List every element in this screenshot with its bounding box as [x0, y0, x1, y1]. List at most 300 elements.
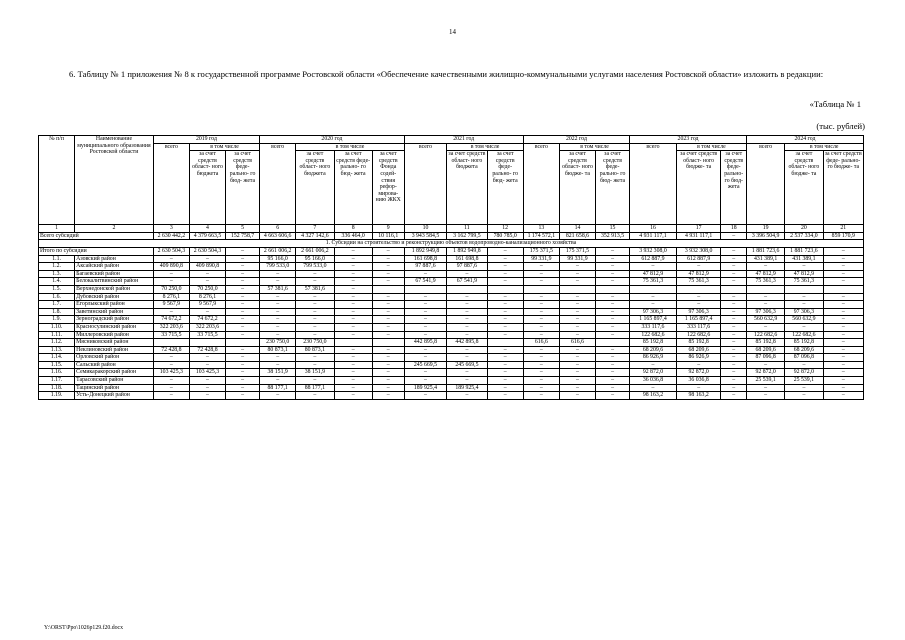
value-cell: 10 116,1	[372, 232, 404, 240]
value-cell: –	[676, 301, 721, 309]
header-federal-2024: за счет средств феде- рально- го бюдже- та	[823, 151, 863, 225]
file-path-footer: Y:\ORST\Ppo\1026p129.f20.docx	[44, 625, 124, 631]
value-cell: –	[334, 354, 372, 362]
value-cell: –	[823, 255, 863, 263]
value-cell: –	[372, 369, 404, 377]
value-cell: 25 539,1	[785, 377, 823, 385]
header-total-2023: всего	[630, 143, 677, 225]
value-cell: –	[721, 384, 747, 392]
value-cell: –	[721, 247, 747, 255]
value-cell: 103 425,3	[189, 369, 225, 377]
value-cell: –	[260, 301, 296, 309]
value-cell: –	[559, 293, 595, 301]
value-cell: 33 715,5	[153, 331, 189, 339]
value-cell: –	[487, 263, 523, 271]
value-cell: –	[226, 392, 260, 400]
units-label: (тыс. рублей)	[816, 121, 865, 131]
value-cell: –	[596, 369, 630, 377]
value-cell: 38 151,9	[260, 369, 296, 377]
row-number: 1.7.	[39, 301, 75, 309]
value-cell: 98 163,2	[676, 392, 721, 400]
value-cell	[487, 285, 523, 293]
value-cell: –	[372, 323, 404, 331]
column-number: 9	[372, 225, 404, 233]
section-heading-row	[39, 240, 864, 248]
value-cell: –	[747, 384, 785, 392]
header-year-2022: 2022 год	[523, 136, 629, 144]
value-cell: –	[189, 278, 225, 286]
value-cell: 1 892 949,8	[404, 247, 447, 255]
value-cell: 336 464,0	[334, 232, 372, 240]
value-cell: –	[523, 301, 559, 309]
value-cell: –	[487, 293, 523, 301]
value-cell: –	[226, 331, 260, 339]
value-cell: –	[226, 247, 260, 255]
value-cell: 3 943 584,5	[404, 232, 447, 240]
value-cell: –	[189, 255, 225, 263]
value-cell: 8 276,1	[153, 293, 189, 301]
value-cell: –	[260, 316, 296, 324]
value-cell: 3 396 504,9	[747, 232, 785, 240]
value-cell: –	[153, 278, 189, 286]
value-cell: –	[153, 255, 189, 263]
value-cell: –	[372, 308, 404, 316]
value-cell: –	[189, 354, 225, 362]
value-cell: –	[630, 293, 677, 301]
value-cell: –	[596, 354, 630, 362]
value-cell: –	[721, 361, 747, 369]
header-year-2021: 2021 год	[404, 136, 523, 144]
value-cell: 97 306,3	[630, 308, 677, 316]
value-cell: –	[721, 278, 747, 286]
district-name: Мясниковский район	[75, 339, 154, 347]
value-cell: –	[785, 384, 823, 392]
value-cell	[559, 285, 595, 293]
value-cell: –	[785, 323, 823, 331]
value-cell: –	[296, 331, 334, 339]
value-cell: –	[334, 301, 372, 309]
column-number: 5	[226, 225, 260, 233]
value-cell: –	[334, 270, 372, 278]
value-cell: –	[334, 331, 372, 339]
header-regional-2024: за счет средств област- ного бюдже- та	[785, 151, 823, 225]
value-cell: –	[596, 384, 630, 392]
value-cell: 616,6	[523, 339, 559, 347]
value-cell: –	[630, 361, 677, 369]
value-cell: –	[823, 361, 863, 369]
value-cell	[226, 339, 260, 347]
column-number: 14	[559, 225, 595, 233]
table-row	[39, 377, 864, 385]
column-number: 17	[676, 225, 721, 233]
value-cell: –	[721, 354, 747, 362]
value-cell: –	[747, 293, 785, 301]
value-cell: 152 758,7	[226, 232, 260, 240]
district-rows	[39, 255, 864, 399]
value-cell: –	[226, 278, 260, 286]
value-cell: –	[404, 392, 447, 400]
value-cell: 3 162 799,5	[447, 232, 487, 240]
value-cell: –	[447, 369, 487, 377]
value-cell: 68 209,6	[747, 346, 785, 354]
row-number: 1.3.	[39, 270, 75, 278]
value-cell: –	[372, 301, 404, 309]
value-cell: –	[721, 369, 747, 377]
value-cell: 75 361,3	[747, 278, 785, 286]
value-cell: –	[447, 392, 487, 400]
table-row	[39, 361, 864, 369]
value-cell: –	[153, 308, 189, 316]
value-cell: 3 932 308,0	[630, 247, 677, 255]
value-cell: –	[260, 323, 296, 331]
table-row	[39, 293, 864, 301]
district-name: Орловский район	[75, 354, 154, 362]
district-name: Аксайский район	[75, 263, 154, 271]
value-cell: 57 381,6	[296, 285, 334, 293]
header-total-2020: всего	[260, 143, 296, 225]
header-year-2023: 2023 год	[630, 136, 747, 144]
value-cell: –	[823, 339, 863, 347]
value-cell: –	[372, 293, 404, 301]
value-cell: –	[721, 263, 747, 271]
value-cell: –	[226, 369, 260, 377]
value-cell: –	[334, 346, 372, 354]
value-cell: –	[260, 270, 296, 278]
value-cell: 99 331,9	[559, 255, 595, 263]
value-cell: –	[334, 369, 372, 377]
value-cell: 97 887,6	[404, 263, 447, 271]
value-cell: –	[747, 392, 785, 400]
value-cell: –	[823, 392, 863, 400]
header-regional-2019: за счет средств област- ного бюджета	[189, 151, 225, 225]
value-cell: –	[721, 301, 747, 309]
header-regional-2023: за счет средств област- ного бюдже- та	[676, 151, 721, 225]
value-cell: 2 661 006,2	[296, 247, 334, 255]
value-cell	[334, 339, 372, 347]
table-row	[39, 331, 864, 339]
row-number: 1.16.	[39, 369, 75, 377]
value-cell: –	[296, 354, 334, 362]
value-cell: 97 306,3	[785, 308, 823, 316]
value-cell: –	[404, 301, 447, 309]
row-number: 1.17.	[39, 377, 75, 385]
value-cell: –	[823, 377, 863, 385]
value-cell	[785, 285, 823, 293]
table-row	[39, 369, 864, 377]
value-cell: –	[747, 263, 785, 271]
value-cell: –	[823, 346, 863, 354]
row-number: 1.5.	[39, 285, 75, 293]
value-cell: –	[334, 384, 372, 392]
value-cell: –	[447, 316, 487, 324]
value-cell: –	[296, 316, 334, 324]
value-cell: –	[523, 354, 559, 362]
value-cell: 72 428,8	[189, 346, 225, 354]
value-cell: –	[226, 361, 260, 369]
district-name: Багаевский район	[75, 270, 154, 278]
value-cell: 322 203,6	[153, 323, 189, 331]
value-cell: –	[559, 316, 595, 324]
value-cell: –	[296, 323, 334, 331]
value-cell: –	[559, 278, 595, 286]
value-cell	[372, 285, 404, 293]
value-cell: 88 177,1	[260, 384, 296, 392]
header-year-2020: 2020 год	[260, 136, 405, 144]
column-number: 4	[189, 225, 225, 233]
value-cell: –	[372, 263, 404, 271]
value-cell: 3 932 308,0	[676, 247, 721, 255]
value-cell: 4 931 117,1	[676, 232, 721, 240]
table-row	[39, 354, 864, 362]
value-cell: 612 887,9	[630, 255, 677, 263]
district-name: Тарасовский район	[75, 377, 154, 385]
value-cell: –	[226, 255, 260, 263]
value-cell: –	[785, 301, 823, 309]
value-cell	[153, 339, 189, 347]
value-cell: –	[747, 361, 785, 369]
value-cell: 431 389,1	[785, 255, 823, 263]
value-cell: –	[447, 323, 487, 331]
value-cell: –	[447, 308, 487, 316]
table-row	[39, 323, 864, 331]
value-cell	[189, 339, 225, 347]
row-number: 1.1.	[39, 255, 75, 263]
value-cell: –	[559, 331, 595, 339]
value-cell: 92 872,0	[785, 369, 823, 377]
value-cell: –	[559, 361, 595, 369]
value-cell: 47 812,9	[630, 270, 677, 278]
value-cell: 175 371,5	[559, 247, 595, 255]
value-cell: –	[721, 331, 747, 339]
header-federal-2022: за счет средств феде- рально- го бюд- жета	[596, 151, 630, 225]
column-number: 12	[487, 225, 523, 233]
intro-paragraph: 6. Таблицу № 1 приложения № 8 к государственной программе Ростовской области «Обеспечение качественными жилищно-коммунальными услугами населения Ростовской области» изложить в редакции:	[69, 69, 824, 79]
value-cell: –	[721, 339, 747, 347]
value-cell: –	[523, 316, 559, 324]
value-cell: –	[226, 346, 260, 354]
value-cell: –	[372, 361, 404, 369]
value-cell: –	[372, 255, 404, 263]
value-cell	[721, 285, 747, 293]
value-cell: –	[523, 293, 559, 301]
value-cell: –	[487, 377, 523, 385]
value-cell: 85 192,8	[630, 339, 677, 347]
column-number: 1	[39, 225, 75, 233]
value-cell: –	[785, 263, 823, 271]
value-cell: –	[226, 354, 260, 362]
value-cell: 245 669,5	[404, 361, 447, 369]
value-cell: 352 913,5	[596, 232, 630, 240]
column-number: 10	[404, 225, 447, 233]
value-cell: –	[189, 308, 225, 316]
value-cell: –	[523, 361, 559, 369]
district-name: Неклиновский район	[75, 346, 154, 354]
column-number: 19	[747, 225, 785, 233]
value-cell: –	[404, 377, 447, 385]
table-row	[39, 392, 864, 400]
value-cell: 1 174 572,1	[523, 232, 559, 240]
value-cell: –	[823, 308, 863, 316]
value-cell: –	[523, 270, 559, 278]
value-cell: 80 873,1	[260, 346, 296, 354]
value-cell: –	[823, 323, 863, 331]
value-cell: 74 672,2	[189, 316, 225, 324]
district-name: Егорлыкский район	[75, 301, 154, 309]
value-cell: 4 379 663,5	[189, 232, 225, 240]
value-cell: 92 872,0	[747, 369, 785, 377]
value-cell: –	[721, 232, 747, 240]
value-cell: 25 539,1	[747, 377, 785, 385]
value-cell: –	[487, 361, 523, 369]
subsidy-table	[38, 135, 864, 400]
value-cell	[596, 285, 630, 293]
value-cell: –	[372, 247, 404, 255]
value-cell: 799 533,0	[296, 263, 334, 271]
value-cell: –	[596, 323, 630, 331]
value-cell: –	[404, 323, 447, 331]
district-name: Заветинский район	[75, 308, 154, 316]
value-cell: –	[823, 278, 863, 286]
value-cell: 189 925,4	[447, 384, 487, 392]
value-cell: –	[404, 354, 447, 362]
value-cell: 322 203,6	[189, 323, 225, 331]
value-cell: –	[153, 354, 189, 362]
table-row	[39, 346, 864, 354]
district-name: Зерноградский район	[75, 316, 154, 324]
value-cell: 859 170,9	[823, 232, 863, 240]
value-cell: –	[596, 346, 630, 354]
value-cell: 122 682,6	[676, 331, 721, 339]
header-year-2024: 2024 год	[747, 136, 864, 144]
table-row	[39, 316, 864, 324]
value-cell: –	[785, 392, 823, 400]
value-cell: –	[747, 301, 785, 309]
value-cell: 1 881 723,6	[785, 247, 823, 255]
value-cell: –	[559, 392, 595, 400]
value-cell: –	[785, 361, 823, 369]
district-name: Миллеровский район	[75, 331, 154, 339]
header-num: № п/п	[39, 136, 75, 225]
value-cell: –	[260, 392, 296, 400]
value-cell: –	[596, 293, 630, 301]
page-number: 14	[449, 28, 456, 36]
value-cell: –	[296, 278, 334, 286]
header-regional-2022: за счет средств област- ного бюдже- та	[559, 151, 595, 225]
value-cell: 68 209,6	[630, 346, 677, 354]
value-cell: –	[296, 308, 334, 316]
table-row	[39, 339, 864, 347]
value-cell: –	[153, 377, 189, 385]
value-cell	[447, 285, 487, 293]
header-incl-2020: в том числе	[296, 143, 404, 151]
value-cell	[596, 339, 630, 347]
header-total-2024: всего	[747, 143, 785, 225]
value-cell: 175 371,5	[523, 247, 559, 255]
value-cell: 70 250,0	[189, 285, 225, 293]
district-name: Сальский район	[75, 361, 154, 369]
column-number: 6	[260, 225, 296, 233]
value-cell: 2 661 006,2	[260, 247, 296, 255]
value-cell: 86 926,9	[630, 354, 677, 362]
value-cell: 230 750,0	[260, 339, 296, 347]
value-cell: 1 165 897,4	[676, 316, 721, 324]
value-cell: –	[785, 293, 823, 301]
column-number: 13	[523, 225, 559, 233]
value-cell: –	[487, 354, 523, 362]
value-cell: 98 163,2	[630, 392, 677, 400]
value-cell: –	[153, 361, 189, 369]
value-cell: 799 533,0	[260, 263, 296, 271]
header-name: Наименование муниципального образования Ростовской области	[75, 136, 154, 225]
value-cell: 92 872,0	[676, 369, 721, 377]
column-number: 21	[823, 225, 863, 233]
value-cell: 74 672,2	[153, 316, 189, 324]
subtotal-row-label: Итого по субсидии	[39, 247, 154, 255]
table-row	[39, 263, 864, 271]
value-cell: –	[404, 316, 447, 324]
value-cell: 161 698,8	[404, 255, 447, 263]
value-cell: –	[226, 377, 260, 385]
value-cell: –	[189, 270, 225, 278]
value-cell: –	[559, 384, 595, 392]
value-cell: 4 327 142,6	[296, 232, 334, 240]
value-cell: –	[447, 293, 487, 301]
value-cell: 442 895,8	[447, 339, 487, 347]
row-number: 1.2.	[39, 263, 75, 271]
value-cell: 97 306,3	[747, 308, 785, 316]
header-regional-2021: за счет средств област- ного бюджета	[447, 151, 487, 225]
value-cell: –	[630, 263, 677, 271]
value-cell: 95 166,0	[296, 255, 334, 263]
subtotal-row	[39, 247, 864, 255]
value-cell: –	[523, 323, 559, 331]
value-cell: –	[596, 278, 630, 286]
value-cell: –	[596, 255, 630, 263]
value-cell: –	[404, 346, 447, 354]
header-federal-2020: за счет средств феде- рально- го бюд- жета	[334, 151, 372, 225]
column-number: 15	[596, 225, 630, 233]
district-name: Азовский район	[75, 255, 154, 263]
value-cell: 189 925,4	[404, 384, 447, 392]
value-cell: –	[334, 247, 372, 255]
value-cell: –	[334, 361, 372, 369]
value-cell: –	[487, 323, 523, 331]
total-row-label: Всего субсидий	[39, 232, 154, 240]
row-number: 1.18.	[39, 384, 75, 392]
table-row	[39, 255, 864, 263]
header-total-2022: всего	[523, 143, 559, 225]
value-cell: –	[226, 384, 260, 392]
value-cell: 103 425,3	[153, 369, 189, 377]
value-cell: 67 541,9	[404, 278, 447, 286]
district-name: Дубовский район	[75, 293, 154, 301]
value-cell: –	[447, 301, 487, 309]
value-cell: 1 892 949,8	[447, 247, 487, 255]
value-cell: –	[523, 331, 559, 339]
value-cell: –	[596, 316, 630, 324]
value-cell: 87 096,8	[785, 354, 823, 362]
value-cell: –	[630, 301, 677, 309]
value-cell	[630, 285, 677, 293]
value-cell: –	[721, 255, 747, 263]
value-cell: 99 331,9	[523, 255, 559, 263]
value-cell: 36 036,8	[630, 377, 677, 385]
value-cell: –	[153, 392, 189, 400]
value-cell: –	[334, 323, 372, 331]
value-cell: –	[559, 263, 595, 271]
value-cell: 9 567,9	[153, 301, 189, 309]
value-cell: 245 669,5	[447, 361, 487, 369]
